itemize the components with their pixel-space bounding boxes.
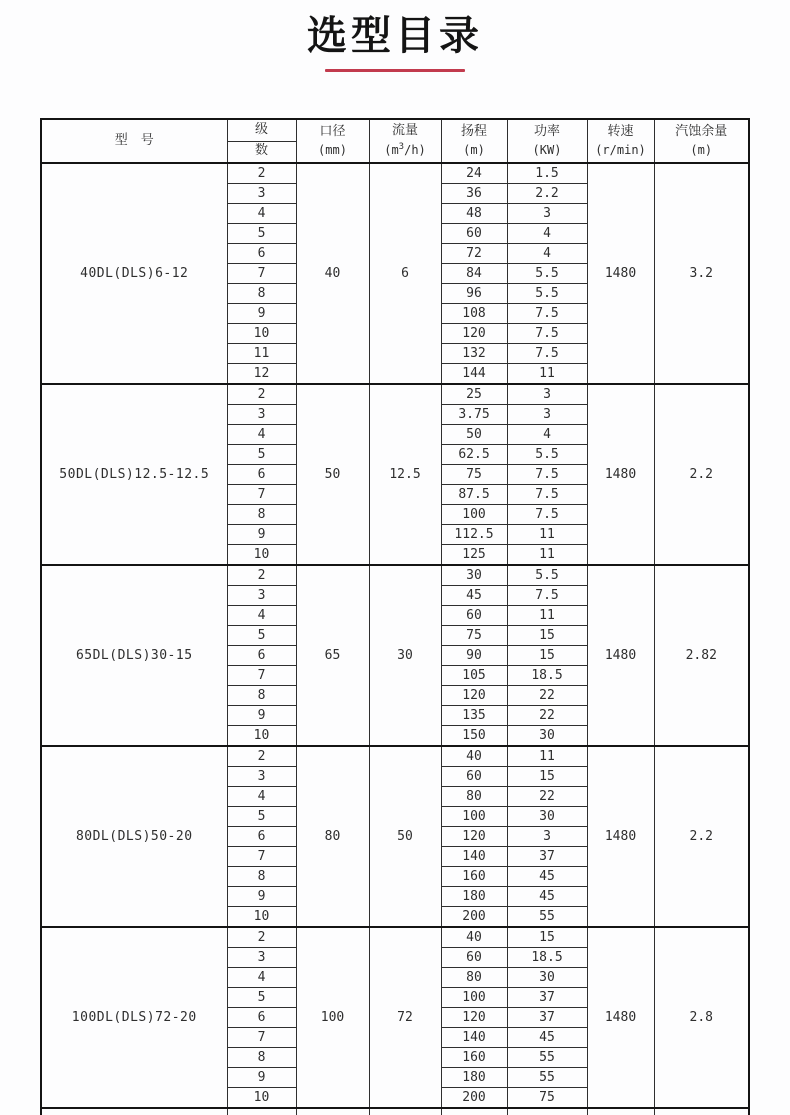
col-header-diameter	[296, 119, 369, 163]
power-cell: 37	[507, 847, 587, 867]
table-row	[41, 565, 749, 586]
table-row	[41, 746, 749, 767]
diameter-cell: 40	[296, 163, 369, 384]
head-cell: 96	[441, 284, 507, 304]
head-cell: 120	[441, 324, 507, 344]
col-header-head	[441, 119, 507, 163]
stage-cell: 4	[227, 606, 296, 626]
head-cell: 100	[441, 988, 507, 1008]
power-cell: 7.5	[507, 505, 587, 525]
col-header-head-label: 扬程	[460, 123, 487, 139]
col-header-power-label: 功率	[533, 123, 560, 139]
stage-cell: 6	[227, 465, 296, 485]
power-cell: 2.2	[507, 184, 587, 204]
power-cell: 5.5	[507, 264, 587, 284]
head-cell: 160	[441, 1048, 507, 1068]
stage-cell: 6	[227, 827, 296, 847]
power-cell: 37	[507, 988, 587, 1008]
col-header-diameter-label: 口径	[319, 123, 346, 139]
cutoff-cell	[369, 1108, 441, 1115]
model-cell: 40DL(DLS)6-12	[41, 163, 227, 384]
stage-cell: 4	[227, 204, 296, 224]
title-accent-rule	[325, 69, 465, 72]
stage-cell: 6	[227, 244, 296, 264]
flow-cell: 30	[369, 565, 441, 746]
cutoff-cell	[587, 1108, 654, 1115]
col-header-power	[507, 119, 587, 163]
npsh-cell: 2.2	[654, 384, 749, 565]
cutoff-cell	[41, 1108, 227, 1115]
stage-cell: 6	[227, 646, 296, 666]
table-row	[41, 163, 749, 184]
stage-cell: 9	[227, 887, 296, 907]
head-cell: 135	[441, 706, 507, 726]
stage-cell: 3	[227, 767, 296, 787]
power-cell: 7.5	[507, 324, 587, 344]
power-cell: 5.5	[507, 565, 587, 586]
col-header-npsh	[654, 119, 749, 163]
stage-cell: 2	[227, 384, 296, 405]
flow-cell: 72	[369, 927, 441, 1108]
stage-cell: 10	[227, 545, 296, 566]
power-cell: 7.5	[507, 485, 587, 505]
head-cell: 72	[441, 244, 507, 264]
head-cell: 200	[441, 1088, 507, 1109]
stage-cell: 3	[227, 184, 296, 204]
col-header-stage-bottom: 数	[227, 141, 296, 163]
diameter-cell: 65	[296, 565, 369, 746]
col-header-speed	[587, 119, 654, 163]
head-cell: 60	[441, 606, 507, 626]
power-cell: 45	[507, 887, 587, 907]
head-cell: 125	[441, 545, 507, 566]
cutoff-cell	[441, 1108, 507, 1115]
stage-cell: 2	[227, 746, 296, 767]
power-cell: 3	[507, 204, 587, 224]
npsh-cell: 2.8	[654, 927, 749, 1108]
stage-cell: 10	[227, 726, 296, 747]
power-cell: 18.5	[507, 666, 587, 686]
stage-cell: 5	[227, 807, 296, 827]
flow-cell: 50	[369, 746, 441, 927]
stage-cell: 7	[227, 666, 296, 686]
stage-cell: 7	[227, 264, 296, 284]
power-cell: 7.5	[507, 344, 587, 364]
head-cell: 105	[441, 666, 507, 686]
col-header-npsh-unit: (m)	[690, 142, 713, 157]
power-cell: 55	[507, 907, 587, 928]
stage-cell: 2	[227, 927, 296, 948]
col-header-speed-unit: (r/min)	[595, 142, 646, 157]
head-cell: 60	[441, 767, 507, 787]
power-cell: 15	[507, 767, 587, 787]
table-row	[41, 927, 749, 948]
power-cell: 37	[507, 1008, 587, 1028]
power-cell: 1.5	[507, 163, 587, 184]
stage-cell: 5	[227, 988, 296, 1008]
stage-cell: 5	[227, 445, 296, 465]
power-cell: 11	[507, 746, 587, 767]
stage-cell: 8	[227, 284, 296, 304]
head-cell: 144	[441, 364, 507, 385]
power-cell: 11	[507, 525, 587, 545]
power-cell: 3	[507, 384, 587, 405]
stage-cell: 10	[227, 324, 296, 344]
head-cell: 160	[441, 867, 507, 887]
power-cell: 15	[507, 927, 587, 948]
power-cell: 55	[507, 1048, 587, 1068]
col-header-model	[41, 119, 227, 163]
power-cell: 7.5	[507, 465, 587, 485]
speed-cell: 1480	[587, 384, 654, 565]
npsh-cell: 3.2	[654, 163, 749, 384]
speed-cell: 1480	[587, 927, 654, 1108]
flow-unit-pre: (m	[384, 143, 399, 158]
power-cell: 30	[507, 726, 587, 747]
stage-cell: 4	[227, 787, 296, 807]
head-cell: 50	[441, 425, 507, 445]
power-cell: 4	[507, 244, 587, 264]
cutoff-row	[41, 1108, 749, 1115]
power-cell: 45	[507, 1028, 587, 1048]
head-cell: 90	[441, 646, 507, 666]
col-header-stage-top: 级	[227, 119, 296, 141]
head-cell: 140	[441, 1028, 507, 1048]
table-body	[41, 163, 749, 1115]
speed-cell: 1480	[587, 163, 654, 384]
stage-cell: 2	[227, 565, 296, 586]
power-cell: 5.5	[507, 445, 587, 465]
diameter-cell: 50	[296, 384, 369, 565]
head-cell: 60	[441, 224, 507, 244]
head-cell: 180	[441, 1068, 507, 1088]
power-cell: 3	[507, 405, 587, 425]
diameter-cell: 80	[296, 746, 369, 927]
stage-cell: 8	[227, 505, 296, 525]
stage-cell: 7	[227, 847, 296, 867]
head-cell: 80	[441, 968, 507, 988]
head-cell: 80	[441, 787, 507, 807]
power-cell: 7.5	[507, 586, 587, 606]
col-header-power-unit: (KW)	[532, 142, 562, 157]
col-header-flow-label: 流量	[391, 123, 418, 139]
power-cell: 5.5	[507, 284, 587, 304]
power-cell: 4	[507, 224, 587, 244]
stage-cell: 9	[227, 706, 296, 726]
col-header-model-label: 型 号	[114, 132, 154, 148]
head-cell: 150	[441, 726, 507, 747]
power-cell: 18.5	[507, 948, 587, 968]
pump-selection-table	[40, 118, 750, 1115]
head-cell: 62.5	[441, 445, 507, 465]
head-cell: 100	[441, 807, 507, 827]
model-cell: 50DL(DLS)12.5-12.5	[41, 384, 227, 565]
model-cell: 80DL(DLS)50-20	[41, 746, 227, 927]
stage-cell: 2	[227, 163, 296, 184]
npsh-cell: 2.82	[654, 565, 749, 746]
head-cell: 75	[441, 465, 507, 485]
col-header-flow-unit	[370, 141, 441, 159]
stage-cell: 9	[227, 1068, 296, 1088]
page-title: 选型目录	[307, 13, 483, 59]
stage-cell: 4	[227, 425, 296, 445]
flow-unit-post: /h)	[404, 143, 426, 158]
stage-cell: 8	[227, 867, 296, 887]
model-cell: 100DL(DLS)72-20	[41, 927, 227, 1108]
col-header-speed-label: 转速	[607, 123, 634, 139]
head-cell: 40	[441, 746, 507, 767]
flow-cell: 6	[369, 163, 441, 384]
head-cell: 140	[441, 847, 507, 867]
head-cell: 30	[441, 565, 507, 586]
stage-cell: 4	[227, 968, 296, 988]
stage-cell: 9	[227, 525, 296, 545]
stage-cell: 5	[227, 626, 296, 646]
power-cell: 15	[507, 626, 587, 646]
stage-cell: 5	[227, 224, 296, 244]
stage-cell: 12	[227, 364, 296, 385]
diameter-cell: 100	[296, 927, 369, 1108]
head-cell: 120	[441, 827, 507, 847]
col-header-npsh-label: 汽蚀余量	[675, 123, 728, 139]
power-cell: 30	[507, 807, 587, 827]
head-cell: 40	[441, 927, 507, 948]
stage-cell: 8	[227, 1048, 296, 1068]
power-cell: 30	[507, 968, 587, 988]
head-cell: 48	[441, 204, 507, 224]
power-cell: 22	[507, 787, 587, 807]
cutoff-cell	[227, 1108, 296, 1115]
stage-cell: 9	[227, 304, 296, 324]
power-cell: 4	[507, 425, 587, 445]
cutoff-cell	[654, 1108, 749, 1115]
stage-cell: 10	[227, 1088, 296, 1109]
power-cell: 55	[507, 1068, 587, 1088]
head-cell: 24	[441, 163, 507, 184]
head-cell: 60	[441, 948, 507, 968]
head-cell: 120	[441, 1008, 507, 1028]
head-cell: 108	[441, 304, 507, 324]
power-cell: 15	[507, 646, 587, 666]
power-cell: 3	[507, 827, 587, 847]
npsh-cell: 2.2	[654, 746, 749, 927]
head-cell: 84	[441, 264, 507, 284]
power-cell: 45	[507, 867, 587, 887]
power-cell: 75	[507, 1088, 587, 1109]
table-header	[41, 119, 749, 163]
head-cell: 36	[441, 184, 507, 204]
col-header-diameter-unit: (mm)	[318, 142, 347, 157]
head-cell: 180	[441, 887, 507, 907]
power-cell: 11	[507, 545, 587, 566]
flow-cell: 12.5	[369, 384, 441, 565]
table-row	[41, 384, 749, 405]
speed-cell: 1480	[587, 746, 654, 927]
stage-cell: 3	[227, 405, 296, 425]
power-cell: 11	[507, 606, 587, 626]
power-cell: 11	[507, 364, 587, 385]
cutoff-cell	[296, 1108, 369, 1115]
stage-cell: 8	[227, 686, 296, 706]
speed-cell: 1480	[587, 565, 654, 746]
head-cell: 87.5	[441, 485, 507, 505]
head-cell: 132	[441, 344, 507, 364]
col-header-flow	[369, 119, 441, 163]
head-cell: 75	[441, 626, 507, 646]
stage-cell: 3	[227, 948, 296, 968]
stage-cell: 7	[227, 1028, 296, 1048]
power-cell: 7.5	[507, 304, 587, 324]
power-cell: 22	[507, 706, 587, 726]
stage-cell: 11	[227, 344, 296, 364]
stage-cell: 7	[227, 485, 296, 505]
head-cell: 100	[441, 505, 507, 525]
power-cell: 22	[507, 686, 587, 706]
head-cell: 112.5	[441, 525, 507, 545]
stage-cell: 10	[227, 907, 296, 928]
cutoff-cell	[507, 1108, 587, 1115]
head-cell: 25	[441, 384, 507, 405]
stage-cell: 3	[227, 586, 296, 606]
flow-unit-sup: 3	[398, 142, 405, 153]
stage-cell: 6	[227, 1008, 296, 1028]
head-cell: 3.75	[441, 405, 507, 425]
head-cell: 200	[441, 907, 507, 928]
model-cell: 65DL(DLS)30-15	[41, 565, 227, 746]
col-header-head-unit: (m)	[463, 142, 485, 157]
head-cell: 45	[441, 586, 507, 606]
head-cell: 120	[441, 686, 507, 706]
